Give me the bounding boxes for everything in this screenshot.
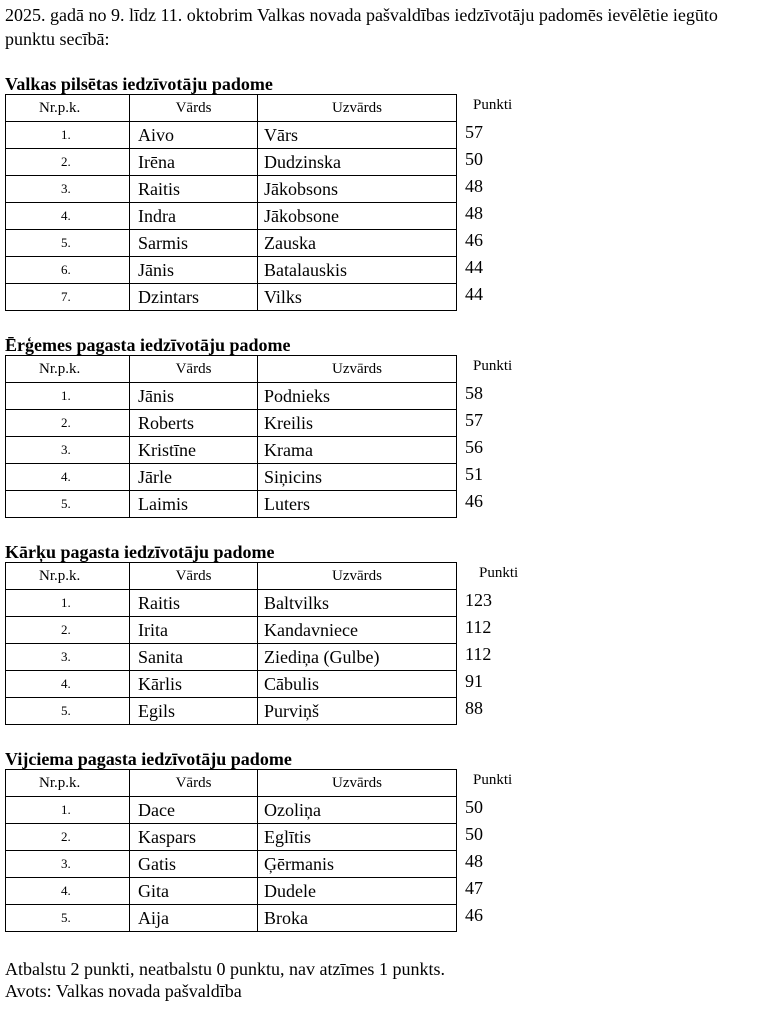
row-number: 6.	[6, 257, 130, 284]
first-name: Raitis	[130, 176, 258, 203]
last-name: Vārs	[258, 122, 457, 149]
header-uzvards: Uzvārds	[258, 563, 457, 590]
row-number: 1.	[6, 590, 130, 617]
table-row	[6, 617, 457, 644]
table-row	[6, 905, 457, 932]
table-row	[6, 644, 457, 671]
points-value: 50	[465, 824, 483, 844]
points-header: Punkti	[473, 358, 513, 374]
header-vards: Vārds	[130, 770, 258, 797]
row-number: 1.	[6, 383, 130, 410]
first-name: Egils	[130, 698, 258, 725]
council-section-ergeme	[5, 335, 765, 518]
last-name: Eglītis	[258, 824, 457, 851]
row-number: 4.	[6, 464, 130, 491]
points-value: 57	[465, 410, 483, 430]
points-value: 48	[465, 176, 483, 196]
first-name: Kaspars	[130, 824, 258, 851]
table-row	[6, 824, 457, 851]
first-name: Sanita	[130, 644, 258, 671]
last-name: Dudzinska	[258, 149, 457, 176]
table-row	[6, 122, 457, 149]
points-value: 112	[465, 644, 492, 664]
first-name: Jārle	[130, 464, 258, 491]
last-name: Ziediņa (Gulbe)	[258, 644, 457, 671]
scoring-note: Atbalstu 2 punkti, neatbalstu 0 punktu, nav atzīmes 1 punkts.	[5, 959, 445, 979]
points-value: 88	[465, 698, 483, 718]
first-name: Kārlis	[130, 671, 258, 698]
table-header-row	[6, 770, 457, 797]
section-title: Kārķu pagasta iedzīvotāju padome	[5, 542, 275, 562]
table-row	[6, 878, 457, 905]
section-title: Vijciema pagasta iedzīvotāju padome	[5, 749, 292, 769]
row-number: 3.	[6, 176, 130, 203]
points-column	[465, 94, 545, 309]
table-row	[6, 698, 457, 725]
row-number: 3.	[6, 437, 130, 464]
header-uzvards: Uzvārds	[258, 356, 457, 383]
points-column	[465, 355, 545, 516]
results-table	[5, 562, 457, 725]
first-name: Gita	[130, 878, 258, 905]
header-uzvards: Uzvārds	[258, 95, 457, 122]
first-name: Gatis	[130, 851, 258, 878]
points-value: 112	[465, 617, 492, 637]
intro-text: 2025. gadā no 9. līdz 11. oktobrim Valkas novada pašvaldības iedzīvotāju padomēs ievēlētie iegūto punktu secībā:	[5, 5, 718, 49]
section-title: Ērģemes pagasta iedzīvotāju padome	[5, 335, 291, 355]
last-name: Purviņš	[258, 698, 457, 725]
last-name: Luters	[258, 491, 457, 518]
points-value: 48	[465, 203, 483, 223]
source-note: Avots: Valkas novada pašvaldība	[5, 981, 242, 1001]
row-number: 1.	[6, 122, 130, 149]
first-name: Kristīne	[130, 437, 258, 464]
points-value: 47	[465, 878, 483, 898]
first-name: Dace	[130, 797, 258, 824]
last-name: Ģērmanis	[258, 851, 457, 878]
table-row	[6, 797, 457, 824]
table-row	[6, 149, 457, 176]
table-header-row	[6, 95, 457, 122]
header-nr: Nr.p.k.	[6, 563, 130, 590]
points-value: 46	[465, 230, 483, 250]
row-number: 2.	[6, 617, 130, 644]
table-row	[6, 203, 457, 230]
last-name: Kreilis	[258, 410, 457, 437]
first-name: Irita	[130, 617, 258, 644]
row-number: 4.	[6, 878, 130, 905]
last-name: Cābulis	[258, 671, 457, 698]
points-value: 44	[465, 257, 483, 277]
points-value: 58	[465, 383, 483, 403]
header-vards: Vārds	[130, 95, 258, 122]
header-uzvards: Uzvārds	[258, 770, 457, 797]
row-number: 4.	[6, 203, 130, 230]
header-vards: Vārds	[130, 356, 258, 383]
points-column	[465, 769, 545, 930]
row-number: 3.	[6, 851, 130, 878]
row-number: 2.	[6, 410, 130, 437]
first-name: Indra	[130, 203, 258, 230]
row-number: 5.	[6, 491, 130, 518]
header-nr: Nr.p.k.	[6, 356, 130, 383]
last-name: Podnieks	[258, 383, 457, 410]
row-number: 2.	[6, 824, 130, 851]
first-name: Jānis	[130, 383, 258, 410]
points-header: Punkti	[473, 772, 513, 788]
first-name: Roberts	[130, 410, 258, 437]
row-number: 4.	[6, 671, 130, 698]
last-name: Jākobsone	[258, 203, 457, 230]
row-number: 3.	[6, 644, 130, 671]
row-number: 5.	[6, 698, 130, 725]
row-number: 2.	[6, 149, 130, 176]
points-value: 56	[465, 437, 483, 457]
table-header-row	[6, 563, 457, 590]
last-name: Kandavniece	[258, 617, 457, 644]
points-value: 46	[465, 491, 483, 511]
council-section-valka	[5, 74, 765, 311]
points-value: 91	[465, 671, 483, 691]
points-value: 48	[465, 851, 483, 871]
council-section-vijciems	[5, 749, 765, 932]
row-number: 7.	[6, 284, 130, 311]
header-nr: Nr.p.k.	[6, 95, 130, 122]
points-value: 57	[465, 122, 483, 142]
first-name: Dzintars	[130, 284, 258, 311]
table-row	[6, 671, 457, 698]
table-row	[6, 383, 457, 410]
points-value: 50	[465, 797, 483, 817]
table-row	[6, 257, 457, 284]
results-table	[5, 355, 457, 518]
footer	[5, 958, 765, 1002]
row-number: 5.	[6, 905, 130, 932]
first-name: Laimis	[130, 491, 258, 518]
header-vards: Vārds	[130, 563, 258, 590]
last-name: Batalauskis	[258, 257, 457, 284]
header-nr: Nr.p.k.	[6, 770, 130, 797]
last-name: Dudele	[258, 878, 457, 905]
table-row	[6, 464, 457, 491]
points-value: 46	[465, 905, 483, 925]
first-name: Irēna	[130, 149, 258, 176]
last-name: Jākobsons	[258, 176, 457, 203]
table-row	[6, 437, 457, 464]
points-header: Punkti	[473, 97, 513, 113]
last-name: Krama	[258, 437, 457, 464]
table-row	[6, 176, 457, 203]
points-column	[465, 562, 545, 723]
table-row	[6, 284, 457, 311]
table-row	[6, 491, 457, 518]
last-name: Zauska	[258, 230, 457, 257]
points-value: 50	[465, 149, 483, 169]
points-value: 44	[465, 284, 483, 304]
row-number: 1.	[6, 797, 130, 824]
first-name: Sarmis	[130, 230, 258, 257]
last-name: Broka	[258, 905, 457, 932]
points-value: 51	[465, 464, 483, 484]
first-name: Aivo	[130, 122, 258, 149]
table-row	[6, 590, 457, 617]
results-table	[5, 769, 457, 932]
table-header-row	[6, 356, 457, 383]
last-name: Baltvilks	[258, 590, 457, 617]
results-table	[5, 94, 457, 311]
document-page	[5, 3, 765, 1002]
section-title: Valkas pilsētas iedzīvotāju padome	[5, 74, 273, 94]
row-number: 5.	[6, 230, 130, 257]
first-name: Raitis	[130, 590, 258, 617]
table-row	[6, 410, 457, 437]
last-name: Vilks	[258, 284, 457, 311]
table-row	[6, 230, 457, 257]
council-section-karki	[5, 542, 765, 725]
points-header: Punkti	[479, 565, 519, 581]
table-row	[6, 851, 457, 878]
last-name: Siņicins	[258, 464, 457, 491]
points-value: 123	[465, 590, 492, 610]
first-name: Aija	[130, 905, 258, 932]
first-name: Jānis	[130, 257, 258, 284]
last-name: Ozoliņa	[258, 797, 457, 824]
